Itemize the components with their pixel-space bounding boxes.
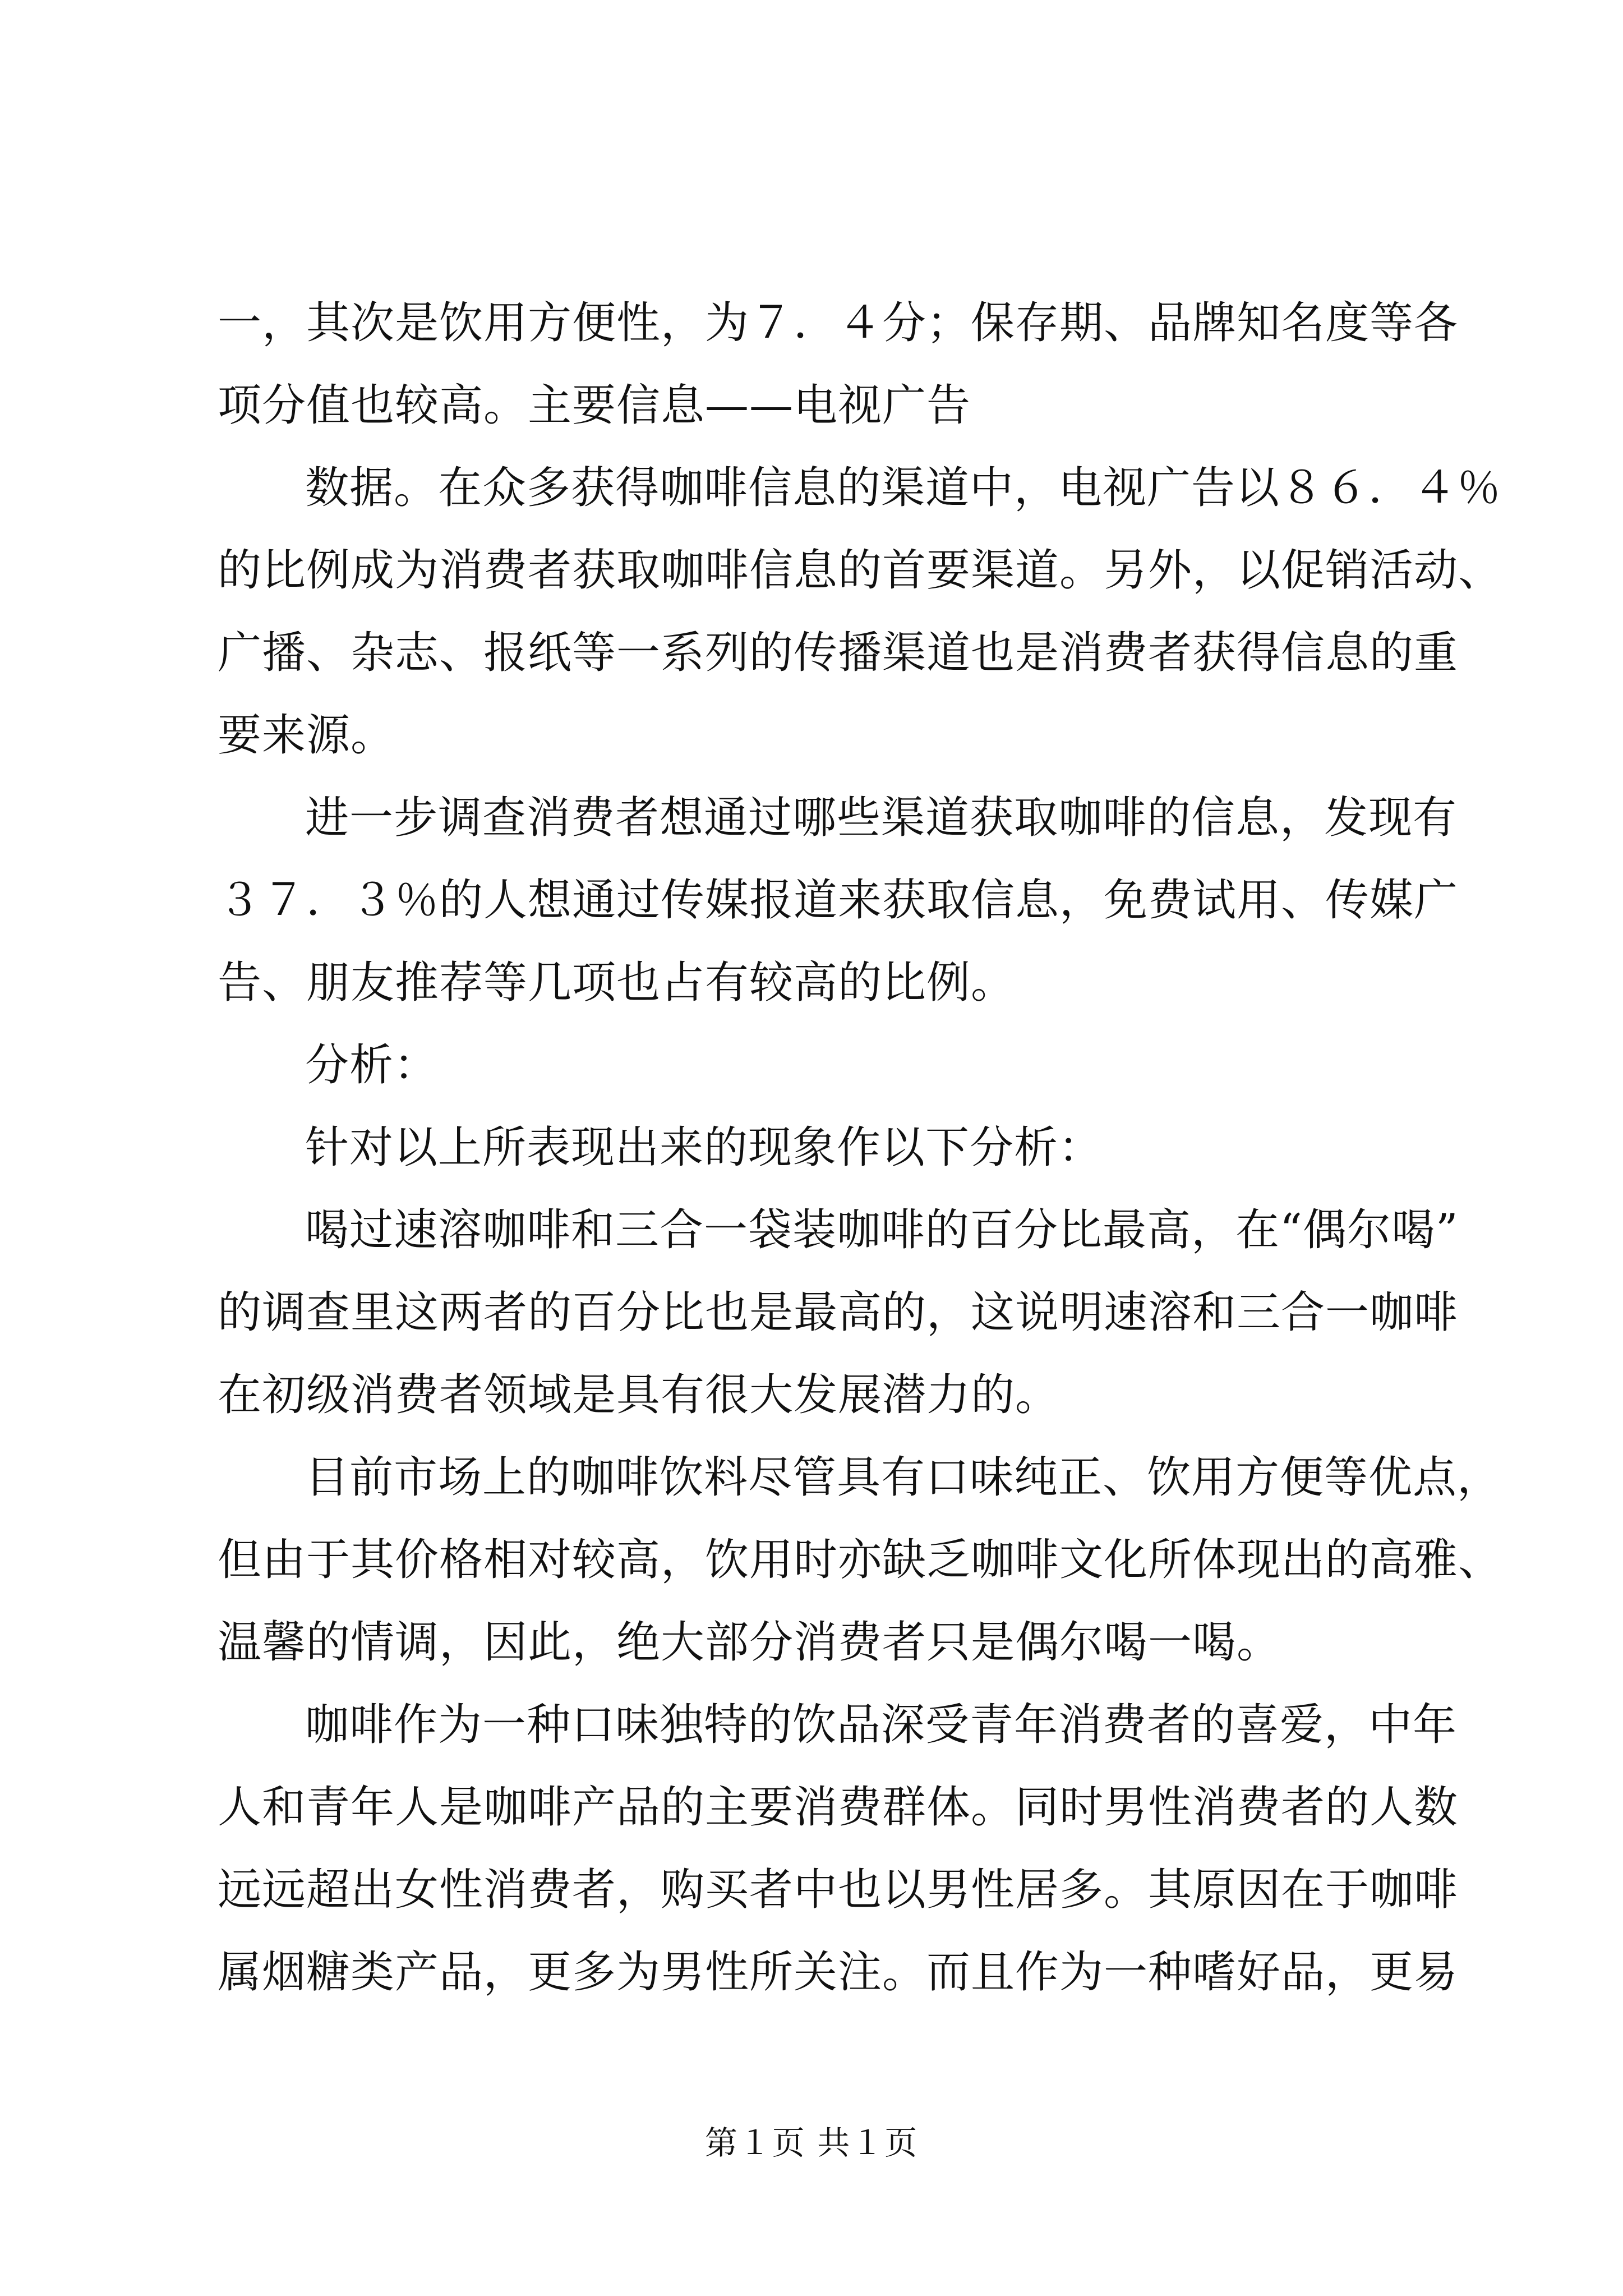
text-line: 的比例成为消费者获取咖啡信息的首要渠道。另外，以促销活动、 [218, 545, 1503, 596]
text-line: 咖啡作为一种口味独特的饮品深受青年消费者的喜爱，中年 [305, 1700, 1458, 1750]
text-line: 在初级消费者领域是具有很大发展潜力的。 [218, 1370, 1060, 1420]
text-line: 一，其次是饮用方便性，为７．４分；保存期、品牌知名度等各 [218, 298, 1459, 348]
text-line: 目前市场上的咖啡饮料尽管具有口味纯正、饮用方便等优点， [305, 1452, 1502, 1503]
text-line: 数据。在众多获得咖啡信息的渠道中，电视广告以８６．４％ [305, 463, 1502, 513]
text-line: 属烟糖类产品，更多为男性所关注。而且作为一种嗜好品，更易 [218, 1947, 1459, 1998]
text-line: 的调查里这两者的百分比也是最高的，这说明速溶和三合一咖啡 [218, 1287, 1459, 1338]
text-line: 远远超出女性消费者，购买者中也以男性居多。其原因在于咖啡 [218, 1865, 1459, 1915]
text-line: 但由于其价格相对较高，饮用时亦缺乏咖啡文化所体现出的高雅、 [218, 1535, 1503, 1585]
text-line: 要来源。 [218, 710, 395, 761]
text-line: 喝过速溶咖啡和三合一袋装咖啡的百分比最高，在“偶尔喝” [305, 1205, 1459, 1255]
page-footer: 第１页 共１页 [704, 2124, 919, 2162]
text-line: 温馨的情调，因此，绝大部分消费者只是偶尔喝一喝。 [218, 1617, 1281, 1668]
text-line: 分析： [305, 1040, 439, 1091]
text-line: 项分值也较高。主要信息——电视广告 [218, 380, 971, 431]
text-line: 人和青年人是咖啡产品的主要消费群体。同时男性消费者的人数 [218, 1782, 1459, 1833]
document-body [218, 296, 1503, 2028]
text-line: 广播、杂志、报纸等一系列的传播渠道也是消费者获得信息的重 [218, 628, 1459, 678]
text-line: ３７．３％的人想通过传媒报道来获取信息，免费试用、传媒广 [218, 875, 1459, 926]
text-line: 进一步调查消费者想通过哪些渠道获取咖啡的信息，发现有 [305, 793, 1458, 843]
text-line: 针对以上所表现出来的现象作以下分析： [305, 1122, 1103, 1173]
text-line: 告、朋友推荐等几项也占有较高的比例。 [218, 958, 1016, 1008]
